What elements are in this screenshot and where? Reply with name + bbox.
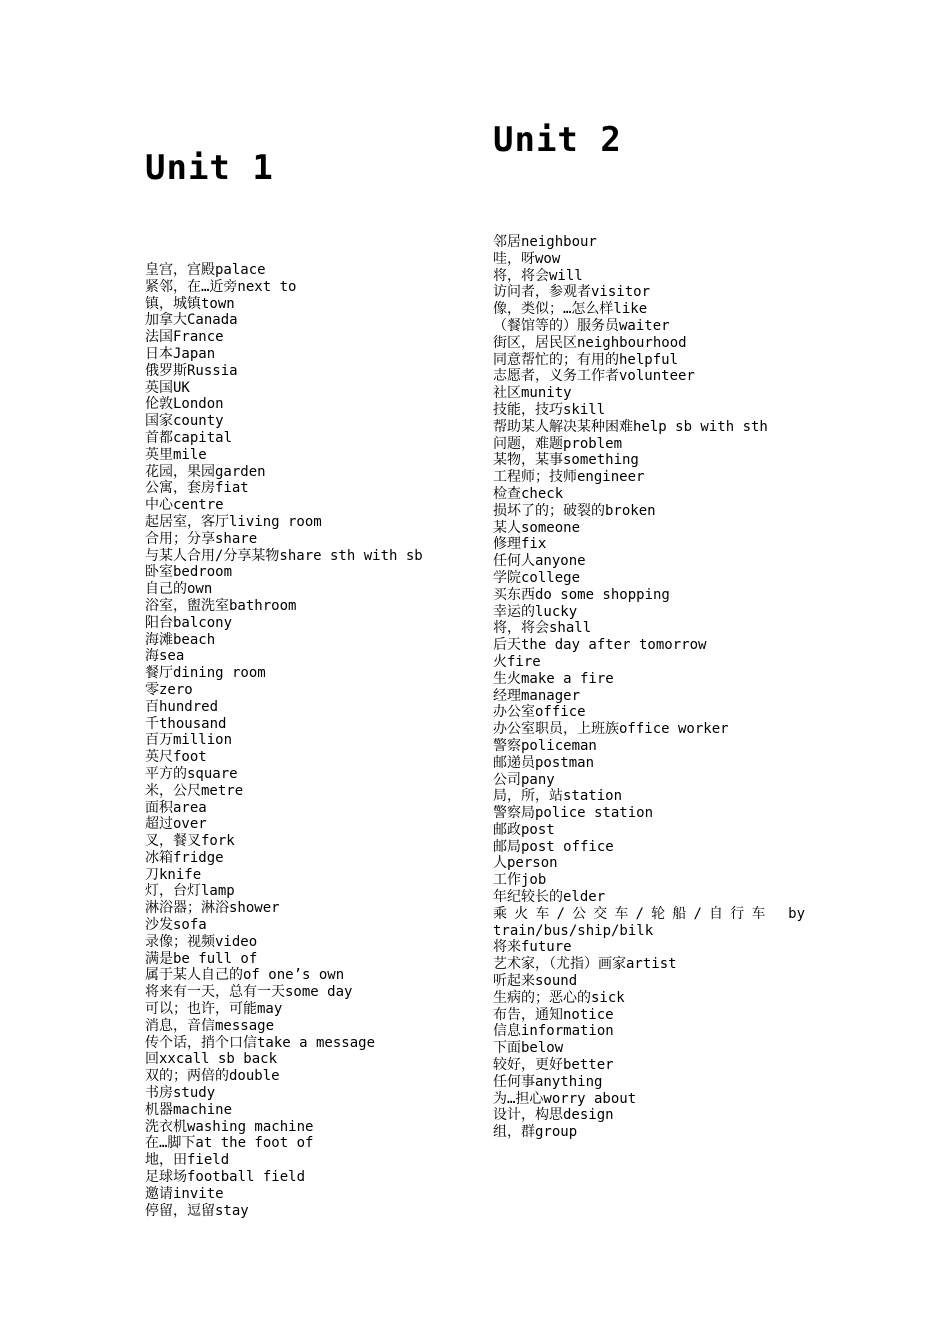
vocab-entry: 乘火车/公交车/轮船/自行车 by train/bus/ship/bilk (493, 905, 805, 939)
vocab-entry: 将，将会shall (493, 620, 592, 637)
vocab-entry: 邀请invite (145, 1185, 224, 1202)
vocab-entry: 冰箱fridge (145, 849, 224, 866)
vocab-entry: 千thousand (145, 715, 227, 732)
vocab-entry: 街区，居民区neighbourhood (493, 334, 687, 351)
vocab-entry: 录像；视频video (145, 933, 258, 950)
vocab-entry: 工程师；技师engineer (493, 469, 645, 486)
vocab-entry: 伦敦London (145, 396, 224, 413)
vocab-entry: 海sea (145, 648, 185, 665)
vocab-entry: 卧室bedroom (145, 564, 233, 581)
vocab-entry: 设计，构思design (493, 1107, 614, 1124)
vocab-entry: 皇宫，宫殿palace (145, 262, 266, 278)
vocab-entry: 任何事anything (493, 1073, 603, 1090)
vocab-entry: 起居室，客厅living room (145, 513, 322, 530)
vocab-entry: 回xxcall sb back (145, 1051, 278, 1068)
vocab-entry: 米，公尺metre (145, 782, 244, 799)
vocab-entry: 英尺foot (145, 749, 207, 766)
vocab-entry: 花园，果园garden (145, 463, 266, 480)
vocab-entry: 消息，音信message (145, 1017, 275, 1034)
unit2-title: Unit 2 (493, 120, 622, 160)
vocab-entry: 在…脚下at the foot of (145, 1135, 314, 1152)
unit1-vocab-list (145, 262, 423, 1219)
vocab-entry: 生病的；恶心的sick (493, 989, 625, 1006)
vocab-entry: 自己的own (145, 581, 213, 598)
vocab-entry: 停留，逗留stay (145, 1202, 249, 1219)
vocab-entry: 阳台balcony (145, 614, 233, 631)
vocab-entry: 邮局post office (493, 838, 614, 855)
vocab-entry: 技能，技巧skill (493, 401, 606, 418)
vocab-entry: 损坏了的；破裂的broken (493, 502, 656, 519)
vocab-entry: 学院college (493, 569, 581, 586)
vocab-entry: 加拿大Canada (145, 312, 238, 329)
vocab-entry: 警察局police station (493, 805, 654, 822)
vocab-entry: 叉，餐叉fork (145, 833, 235, 850)
vocab-entry: 镇，城镇town (145, 295, 235, 312)
vocab-entry: 淋浴器；淋浴shower (145, 900, 280, 917)
vocab-entry: 信息information (493, 1023, 614, 1040)
vocab-entry: 买东西do some shopping (493, 586, 670, 603)
vocab-entry: 经理manager (493, 687, 581, 704)
vocab-entry: 足球场football field (145, 1169, 306, 1186)
vocab-entry: 满是be full of (145, 950, 258, 967)
vocab-entry: 公寓，套房fiat (145, 480, 249, 497)
vocab-entry: 洗衣机washing machine (145, 1118, 314, 1135)
vocab-entry: 年纪较长的elder (493, 889, 606, 906)
vocab-entry: 机器machine (145, 1101, 233, 1118)
vocab-entry: 面积area (145, 799, 207, 816)
vocab-entry: 问题，难题problem (493, 435, 623, 452)
vocab-entry: 与某人合用/分享某物share sth with sb (145, 547, 423, 564)
vocab-entry: 工作job (493, 872, 547, 889)
vocab-entry: 双的；两倍的double (145, 1068, 280, 1085)
vocab-entry: 听起来sound (493, 973, 578, 990)
vocab-entry: 邮递员postman (493, 754, 595, 771)
vocab-entry: 餐厅dining room (145, 665, 266, 682)
vocab-entry: 紧邻，在…近旁next to (145, 278, 297, 295)
vocab-entry: 为…担心worry about (493, 1090, 637, 1107)
unit1-title: Unit 1 (145, 148, 274, 188)
vocab-entry: （餐馆等的）服务员waiter (493, 317, 670, 334)
vocab-entry: 可以；也许，可能may (145, 1001, 283, 1018)
vocab-entry: 办公室office (493, 704, 586, 721)
vocab-entry: 超过over (145, 816, 207, 833)
vocab-entry: 将来future (493, 939, 572, 956)
vocab-entry: 合用；分享share (145, 530, 258, 547)
vocab-entry: 邮政post (493, 821, 555, 838)
vocab-entry: 书房study (145, 1085, 216, 1102)
vocab-entry: 首都capital (145, 429, 233, 446)
vocab-entry: 组，群group (493, 1124, 578, 1141)
vocab-entry: 同意帮忙的；有用的helpful (493, 351, 679, 368)
vocab-entry: 局，所，站station (493, 788, 623, 805)
vocab-entry: 办公室职员，上班族office worker (493, 721, 729, 738)
vocab-entry: 哇，呀wow (493, 250, 561, 267)
vocab-entry: 属于某人自己的of one’s own (145, 967, 345, 984)
vocab-entry: 布告，通知notice (493, 1006, 614, 1023)
vocab-entry: 访问者，参观者visitor (493, 284, 651, 301)
vocab-entry: 火fire (493, 653, 541, 670)
vocab-entry: 帮助某人解决某种困难help sb with sth (493, 418, 768, 435)
vocab-entry: 后天the day after tomorrow (493, 637, 707, 654)
vocab-entry: 检查check (493, 485, 564, 502)
vocab-entry: 下面below (493, 1040, 564, 1057)
vocab-entry: 人person (493, 855, 558, 872)
vocab-entry: 像，类似；…怎么样like (493, 301, 648, 318)
vocab-entry: 英国UK (145, 379, 190, 396)
vocab-entry: 警察policeman (493, 737, 597, 754)
vocab-entry: 百hundred (145, 698, 219, 715)
vocab-entry: 生火make a fire (493, 670, 614, 687)
vocab-entry: 将来有一天，总有一天some day (145, 984, 353, 1001)
vocab-entry: 艺术家，（尤指）画家artist (493, 956, 677, 973)
vocab-entry: 零zero (145, 681, 193, 698)
vocab-entry: 社区munity (493, 385, 572, 402)
unit2-vocab-list (493, 234, 805, 1141)
vocab-entry: 邻居neighbour (493, 234, 597, 250)
vocab-entry: 幸运的lucky (493, 603, 578, 620)
vocab-entry: 灯，台灯lamp (145, 883, 235, 900)
vocab-entry: 刀knife (145, 866, 202, 883)
vocab-entry: 中心centre (145, 497, 224, 514)
vocab-entry: 平方的square (145, 765, 238, 782)
vocab-entry: 志愿者，义务工作者volunteer (493, 368, 695, 385)
vocab-entry: 将，将会will (493, 267, 583, 284)
vocab-entry: 较好，更好better (493, 1057, 614, 1074)
vocab-entry: 沙发sofa (145, 917, 207, 934)
vocab-entry: 地，田field (145, 1152, 230, 1169)
vocab-entry: 百万million (145, 732, 233, 749)
vocab-entry: 英里mile (145, 446, 207, 463)
vocab-entry: 俄罗斯Russia (145, 362, 238, 379)
vocab-entry: 海滩beach (145, 631, 216, 648)
vocab-entry: 浴室，盥洗室bathroom (145, 597, 297, 614)
vocab-entry: 国家county (145, 413, 224, 430)
vocab-entry: 某物，某事something (493, 452, 639, 469)
vocab-entry: 日本Japan (145, 345, 216, 362)
vocab-entry: 任何人anyone (493, 553, 586, 570)
vocab-entry: 公司pany (493, 771, 555, 788)
vocab-entry: 修理fix (493, 536, 547, 553)
vocab-entry: 传个话，捎个口信take a message (145, 1034, 376, 1051)
vocab-entry: 法国France (145, 329, 224, 346)
vocab-entry: 某人someone (493, 519, 581, 536)
